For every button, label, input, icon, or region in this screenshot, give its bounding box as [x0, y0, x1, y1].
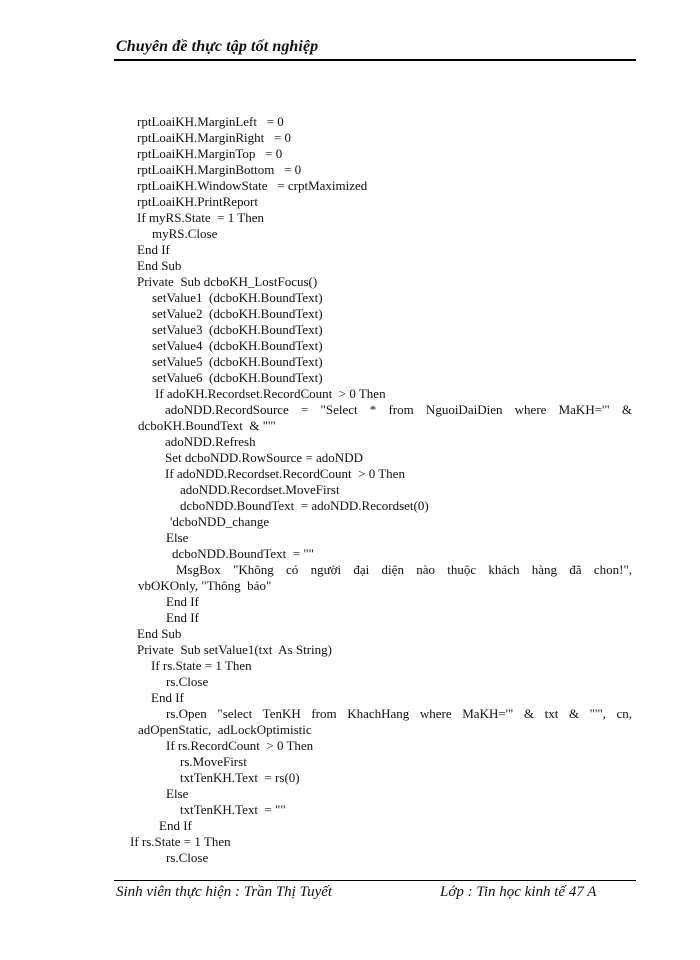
code-line: End If	[137, 242, 170, 257]
code-line: setValue2 (dcboKH.BoundText)	[152, 306, 323, 321]
code-line: dcboNDD.BoundText = ""	[172, 546, 314, 561]
code-line: If rs.State = 1 Then	[130, 834, 231, 849]
code-line: rptLoaiKH.PrintReport	[137, 194, 258, 209]
code-line: setValue1 (dcboKH.BoundText)	[152, 290, 323, 305]
footer-class: Lớp : Tin học kinh tế 47 A	[440, 884, 597, 900]
code-line: rs.Close	[166, 850, 209, 865]
code-line: dcboKH.BoundText & "'"	[138, 418, 276, 433]
header-divider	[114, 59, 636, 61]
code-line: End Sub	[137, 258, 182, 273]
code-line: setValue3 (dcboKH.BoundText)	[152, 322, 323, 337]
code-line: End If	[166, 610, 199, 625]
code-line: myRS.Close	[152, 226, 218, 241]
code-line: If adoNDD.Recordset.RecordCount > 0 Then	[165, 466, 405, 481]
footer-divider	[114, 880, 636, 881]
code-line: adoNDD.RecordSource = "Select * from NguoiDaiDien where MaKH='" &	[165, 402, 632, 417]
code-line: 'dcboNDD_change	[170, 514, 270, 529]
code-line: txtTenKH.Text = ""	[180, 802, 286, 817]
code-line: rptLoaiKH.MarginLeft = 0	[137, 114, 284, 129]
code-line: If rs.RecordCount > 0 Then	[166, 738, 314, 753]
code-line: rptLoaiKH.MarginTop = 0	[137, 146, 283, 161]
footer-student: Sinh viên thực hiện : Trần Thị Tuyết	[116, 884, 333, 900]
code-line: adoNDD.Recordset.MoveFirst	[180, 482, 340, 497]
code-line: txtTenKH.Text = rs(0)	[180, 770, 300, 785]
code-line: setValue4 (dcboKH.BoundText)	[152, 338, 323, 353]
code-line: adoNDD.Refresh	[165, 434, 256, 449]
code-line: End If	[166, 594, 199, 609]
code-line: Else	[166, 530, 189, 545]
code-line: vbOKOnly, "Thông báo"	[138, 578, 272, 593]
code-line: rptLoaiKH.MarginRight = 0	[137, 130, 292, 145]
code-line: setValue5 (dcboKH.BoundText)	[152, 354, 323, 369]
code-line: Private Sub dcboKH_LostFocus()	[137, 274, 318, 289]
code-line: Private Sub setValue1(txt As String)	[137, 642, 332, 657]
code-line: rptLoaiKH.MarginBottom = 0	[137, 162, 302, 177]
header-title: Chuyên đề thực tập tốt nghiệp	[116, 38, 319, 55]
code-line: rs.Close	[166, 674, 209, 689]
code-line: End If	[159, 818, 192, 833]
code-line: If rs.State = 1 Then	[151, 658, 252, 673]
code-line: rptLoaiKH.WindowState = crptMaximized	[137, 178, 368, 193]
code-line: Else	[166, 786, 189, 801]
code-line: End Sub	[137, 626, 182, 641]
code-line: If adoKH.Recordset.RecordCount > 0 Then	[155, 386, 386, 401]
code-line: MsgBox "Không có người đại diện nào thuộc khách hàng đã chon!",	[176, 562, 632, 577]
code-line: End If	[151, 690, 184, 705]
code-line: adOpenStatic, adLockOptimistic	[138, 722, 312, 737]
code-line: If myRS.State = 1 Then	[137, 210, 264, 225]
code-line: rs.Open "select TenKH from KhachHang where MaKH='" & txt & "'", cn,	[166, 706, 632, 721]
code-line: Set dcboNDD.RowSource = adoNDD	[165, 450, 363, 465]
code-line: rs.MoveFirst	[180, 754, 247, 769]
code-line: setValue6 (dcboKH.BoundText)	[152, 370, 323, 385]
code-line: dcboNDD.BoundText = adoNDD.Recordset(0)	[180, 498, 429, 513]
